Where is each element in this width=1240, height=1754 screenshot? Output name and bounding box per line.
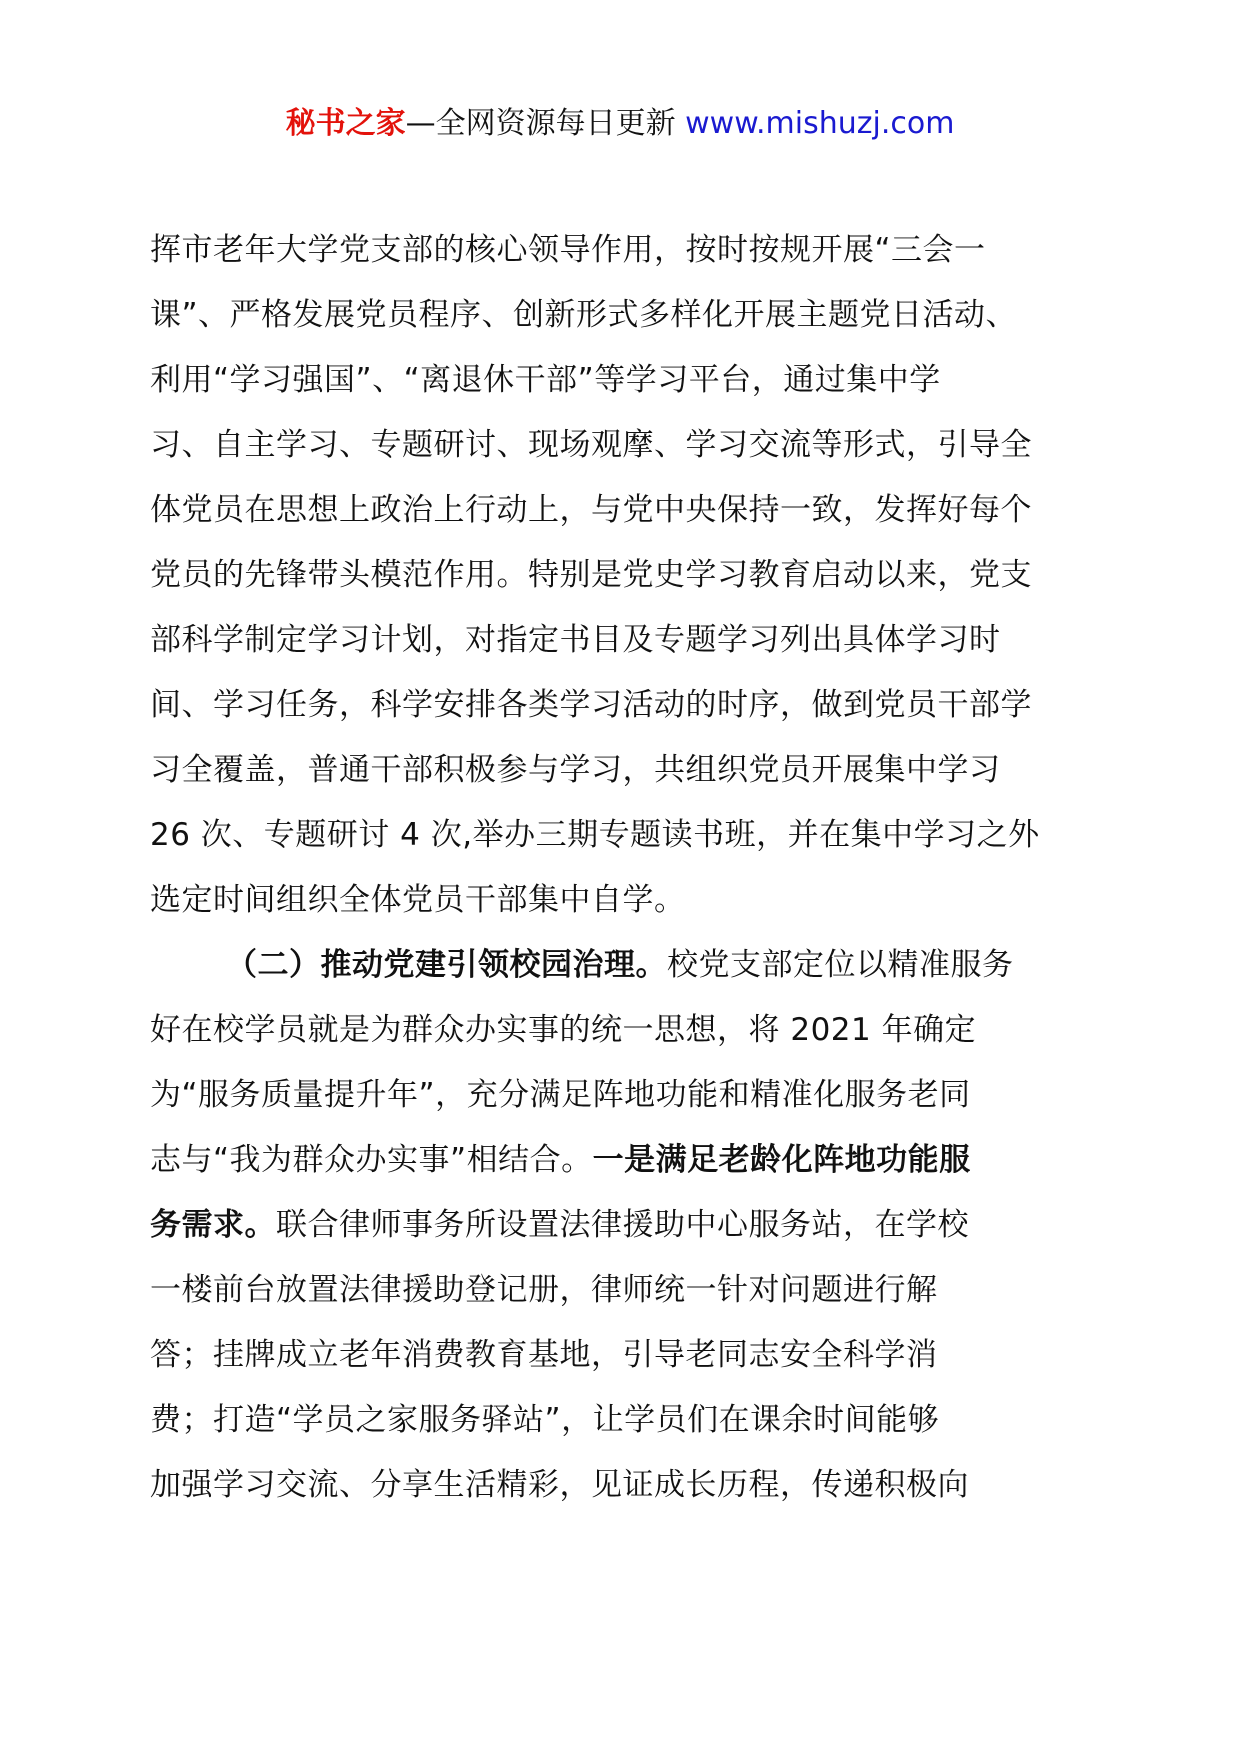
text-line: 党员的先锋带头模范作用。特别是党史学习教育启动以来，党支 [150,557,1032,593]
text-run: 校党支部定位以精准服务 [667,947,1014,983]
text-line: 体党员在思想上政治上行动上，与党中央保持一致，发挥好每个 [150,492,1032,528]
text-line: 好在校学员就是为群众办实事的统一思想，将 2021 年确定 [150,1012,977,1048]
text-line: 加强学习交流、分享生活精彩，见证成长历程，传递积极向 [150,1467,969,1503]
text-line [150,1193,1100,1258]
header-brand: 秘书之家 [285,106,406,141]
text-run: 联合律师事务所设置法律援助中心服务站，在学校 [276,1207,969,1243]
section-heading: （二）推动党建引领校园治理。 [226,947,667,983]
page-header [0,104,1240,144]
text-line: 习全覆盖，普通干部积极参与学习，共组织党员开展集中学习 [150,752,1001,788]
text-line: 一楼前台放置法律援助登记册，律师统一针对问题进行解 [150,1272,938,1308]
text-line: 挥市老年大学党支部的核心领导作用，按时按规开展“三会一 [150,232,986,268]
text-line: 间、学习任务，科学安排各类学习活动的时序，做到党员干部学 [150,687,1032,723]
text-line: 习、自主学习、专题研讨、现场观摩、学习交流等形式，引导全 [150,427,1032,463]
text-line: 26 次、专题研讨 4 次,举办三期专题读书班，并在集中学习之外 [150,817,1040,853]
paragraph-1 [150,218,1100,933]
text-line: 利用“学习强国”、“离退休干部”等学习平台，通过集中学 [150,362,941,398]
text-line: 为“服务质量提升年”，充分满足阵地功能和精准化服务老同 [150,1077,971,1113]
text-line: 费；打造“学员之家服务驿站”，让学员们在课余时间能够 [150,1402,940,1438]
text-run: 志与“我为群众办实事”相结合。 [150,1142,593,1178]
text-line: 课”、严格发展党员程序、创新形式多样化开展主题党日活动、 [150,297,1018,333]
document-body [150,218,1100,1518]
text-line: 选定时间组织全体党员干部集中自学。 [150,882,686,918]
paragraph-2 [150,933,1100,1518]
text-line: 答；挂牌成立老年消费教育基地，引导老同志安全科学消 [150,1337,938,1373]
header-url-link[interactable]: www.mishuzj.com [685,106,955,141]
bold-point: 务需求。 [150,1207,276,1243]
text-line: 部科学制定学习计划，对指定书目及专题学习列出具体学习时 [150,622,1001,658]
bold-point: 一是满足老龄化阵地功能服 [592,1142,971,1178]
header-tagline: —全网资源每日更新 [405,106,676,141]
text-line [150,1128,1100,1193]
text-line [150,933,1100,998]
